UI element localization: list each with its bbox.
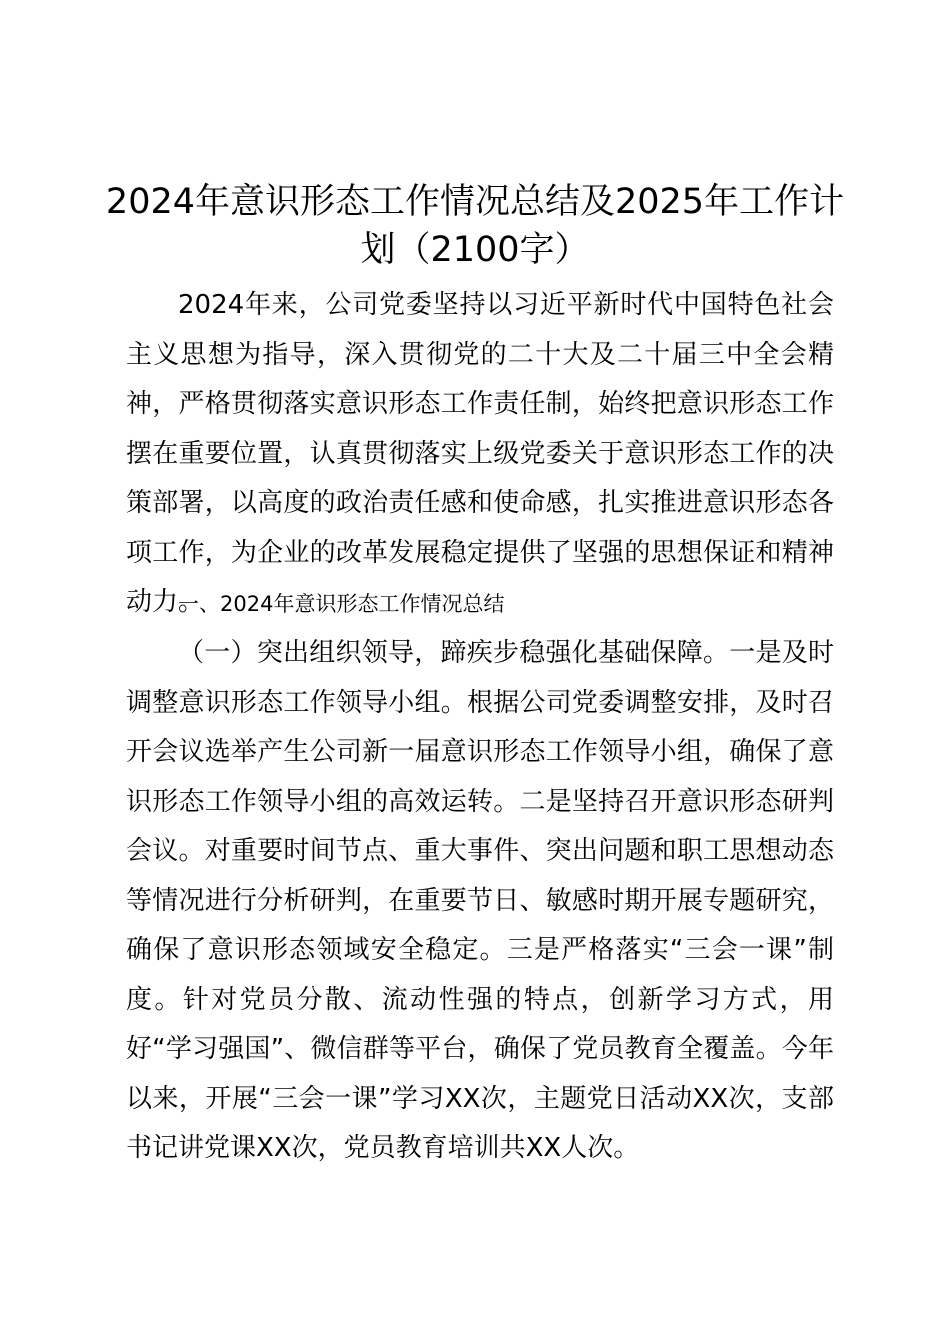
section-heading: 一、2024年意识形态工作情况总结	[178, 592, 505, 616]
document-title: 2024年意识形态工作情况总结及2025年工作计划（2100字）	[105, 182, 845, 270]
section-paragraph: （一）突出组织领导，蹄疾步稳强化基础保障。一是及时调整意识形态工作领导小组。根据公司党委调整安排，及时召开会议选举产生公司新一届意识形态工作领导小组，确保了意识形态工作领导小组的高效运转。二是坚持召开意识形态研判会议。对重要时间节点、重大事件、突出问题和职工思想动态等情况进行分析研判，在重要节日、敏感时期开展专题研究，确保了意识形态领域安全稳定。三是严格落实“三会一课”制度。针对党员分散、流动性强的特点，创新学习方式，用好“学习强国”、微信群等平台，确保了党员教育全覆盖。今年以来，开展“三会一课”学习XX次，主题党日活动XX次，支部书记讲党课XX次，党员教育培训共XX人次。	[126, 638, 834, 1163]
intro-paragraph: 2024年来，公司党委坚持以习近平新时代中国特色社会主义思想为指导，深入贯彻党的二十大及二十届三中全会精神，严格贯彻落实意识形态工作责任制，始终把意识形态工作摆在重要位置，认真贯彻落实上级党委关于意识形态工作的决策部署，以高度的政治责任感和使命感，扎实推进意识形态各项工作，为企业的改革发展稳定提供了坚强的思想保证和精神动力。	[126, 290, 834, 617]
